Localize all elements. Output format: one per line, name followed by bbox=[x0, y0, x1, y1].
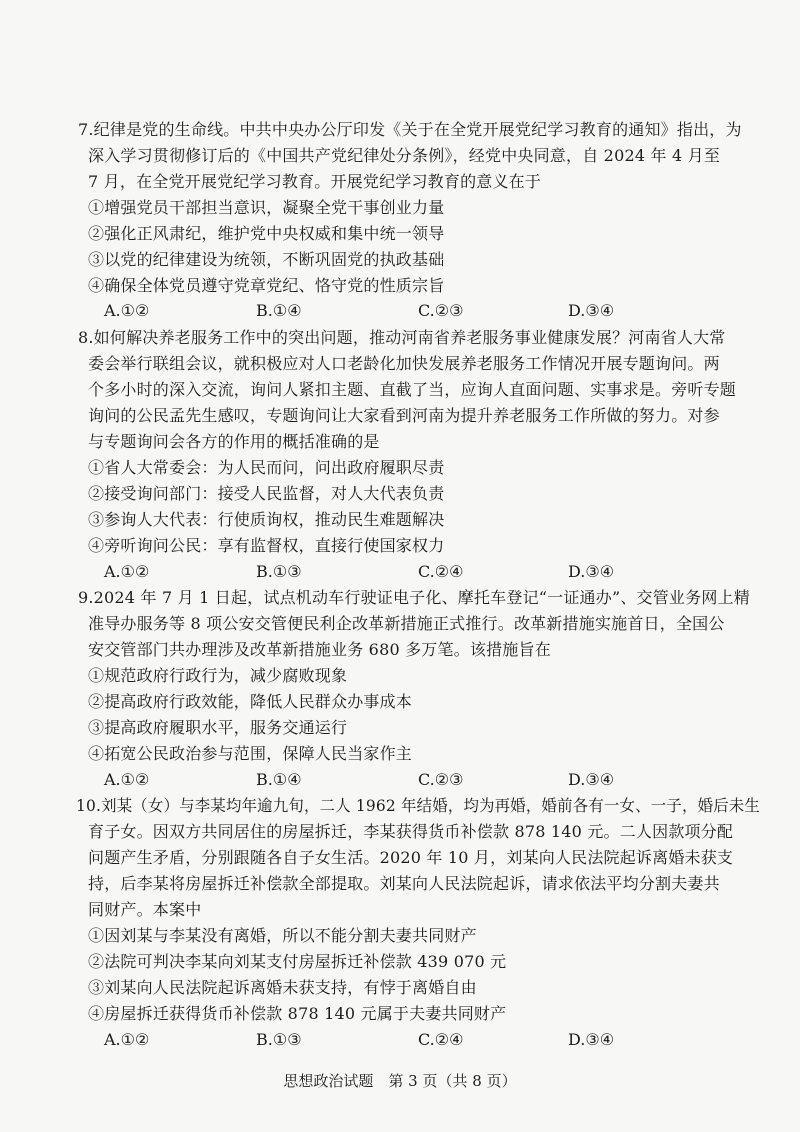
statement-item: ④房屋拆迁获得货币补偿款 878 140 元属于夫妻共同财产 bbox=[88, 1004, 507, 1023]
question-stem-line: 同财产。本案中 bbox=[88, 900, 202, 919]
option-d[interactable]: D.③④ bbox=[568, 562, 615, 581]
question-stem-line: 问题产生矛盾，分别跟随各自子女生活。2020 年 10 月，刘某向人民法院起诉离婚未获支 bbox=[88, 848, 734, 867]
option-a[interactable]: A.①② bbox=[104, 770, 150, 789]
question-stem-line: 7.纪律是党的生命线。中共中央办公厅印发《关于在全党开展党纪学习教育的通知》指出，为 bbox=[78, 120, 742, 139]
question-stem-line: 9.2024 年 7 月 1 日起，试点机动车行驶证电子化、摩托车登记“一证通办”、交管业务网上精 bbox=[78, 588, 750, 607]
option-b[interactable]: B.①③ bbox=[256, 562, 302, 581]
statement-item: ①增强党员干部担当意识，凝聚全党干事创业力量 bbox=[88, 198, 445, 217]
question-stem-line: 深入学习贯彻修订后的《中国共产党纪律处分条例》，经党中央同意，自 2024 年 4 月至 bbox=[88, 146, 721, 165]
answer-options bbox=[104, 301, 664, 321]
question-stem-line: 育子女。因双方共同居住的房屋拆迁，李某获得货币补偿款 878 140 元。二人因款项分配 bbox=[88, 822, 734, 841]
option-d[interactable]: D.③④ bbox=[568, 301, 615, 320]
question-stem-line: 安交管部门共办理涉及改革新措施业务 680 多万笔。该措施旨在 bbox=[88, 640, 551, 659]
question-stem-line: 个多小时的深入交流，询问人紧扣主题、直截了当，应询人直面问题、实事求是。旁听专题 bbox=[88, 380, 737, 399]
option-a[interactable]: A.①② bbox=[104, 1030, 150, 1049]
statement-item: ③刘某向人民法院起诉离婚未获支持，有悖于离婚自由 bbox=[88, 978, 477, 997]
option-c[interactable]: C.②③ bbox=[418, 301, 464, 320]
option-b[interactable]: B.①③ bbox=[256, 1030, 302, 1049]
statement-item: ②法院可判决李某向刘某支付房屋拆迁补偿款 439 070 元 bbox=[88, 952, 507, 971]
statement-item: ①省人大常委会：为人民而问，问出政府履职尽责 bbox=[88, 458, 445, 477]
statement-item: ①因刘某与李某没有离婚，所以不能分割夫妻共同财产 bbox=[88, 926, 477, 945]
question-stem-line: 与专题询问会各方的作用的概括准确的是 bbox=[88, 432, 380, 451]
statement-item: ③以党的纪律建设为统领，不断巩固党的执政基础 bbox=[88, 250, 445, 269]
option-c[interactable]: C.②③ bbox=[418, 770, 464, 789]
question-stem-line: 10.刘某（女）与李某均年逾九旬，二人 1962 年结婚，均为再婚，婚前各有一女、一子，婚后未生 bbox=[76, 796, 761, 815]
answer-options bbox=[104, 1030, 664, 1050]
question-stem-line: 委会举行联组会议，就积极应对人口老龄化加快发展养老服务工作情况开展专题询问。两 bbox=[88, 354, 720, 373]
option-a[interactable]: A.①② bbox=[104, 562, 150, 581]
question-stem-line: 8.如何解决养老服务工作中的突出问题，推动河南省养老服务事业健康发展？河南省人大常 bbox=[78, 328, 726, 347]
option-b[interactable]: B.①④ bbox=[256, 770, 302, 789]
option-d[interactable]: D.③④ bbox=[568, 1030, 615, 1049]
statement-item: ④确保全体党员遵守党章党纪、恪守党的性质宗旨 bbox=[88, 276, 445, 295]
option-c[interactable]: C.②④ bbox=[418, 1030, 464, 1049]
option-a[interactable]: A.①② bbox=[104, 301, 150, 320]
option-c[interactable]: C.②④ bbox=[418, 562, 464, 581]
question-stem-line: 7 月，在全党开展党纪学习教育。开展党纪学习教育的意义在于 bbox=[88, 172, 542, 191]
statement-item: ①规范政府行政行为，减少腐败现象 bbox=[88, 666, 348, 685]
question-stem-line: 询问的公民孟先生感叹，专题询问让大家看到河南为提升养老服务工作所做的努力。对参 bbox=[88, 406, 720, 425]
statement-item: ④旁听询问公民：享有监督权，直接行使国家权力 bbox=[88, 536, 445, 555]
page-footer: 思想政治试题 第 3 页（共 8 页） bbox=[283, 1072, 517, 1090]
question-stem-line: 准导办服务等 8 项公安交管便民利企改革新措施正式推行。改革新措施实施首日，全国公 bbox=[88, 614, 725, 633]
statement-item: ②接受询问部门：接受人民监督，对人大代表负责 bbox=[88, 484, 445, 503]
option-b[interactable]: B.①④ bbox=[256, 301, 302, 320]
statement-item: ②强化正风肃纪，维护党中央权威和集中统一领导 bbox=[88, 224, 445, 243]
answer-options bbox=[104, 562, 664, 582]
statement-item: ④拓宽公民政治参与范围，保障人民当家作主 bbox=[88, 744, 413, 763]
option-d[interactable]: D.③④ bbox=[568, 770, 615, 789]
statement-item: ②提高政府行政效能，降低人民群众办事成本 bbox=[88, 692, 413, 711]
question-stem-line: 持，后李某将房屋拆迁补偿款全部提取。刘某向人民法院起诉，请求依法平均分割夫妻共 bbox=[88, 874, 720, 893]
answer-options bbox=[104, 770, 664, 790]
statement-item: ③提高政府履职水平，服务交通运行 bbox=[88, 718, 348, 737]
statement-item: ③参询人大代表：行使质询权，推动民生难题解决 bbox=[88, 510, 445, 529]
